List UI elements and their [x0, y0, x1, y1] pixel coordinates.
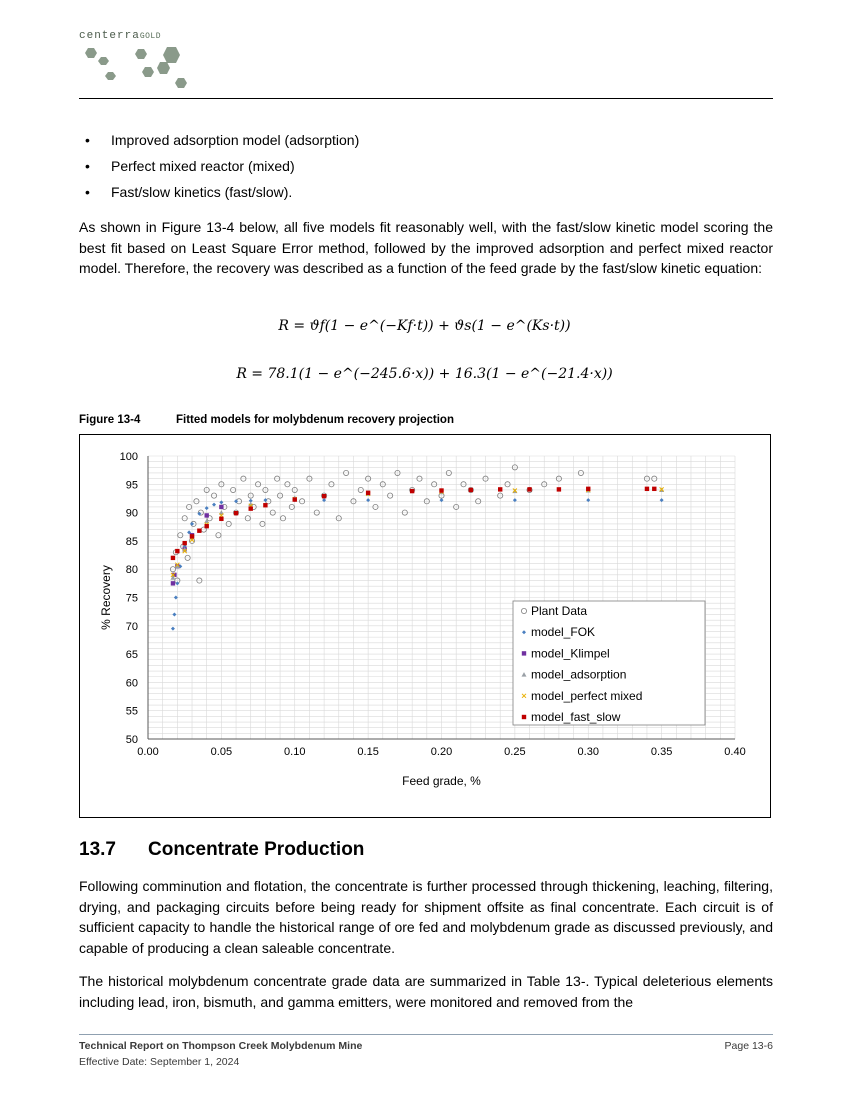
data-point-model-fast-slow: [557, 487, 561, 491]
y-tick-label: 70: [125, 620, 138, 633]
legend-label: model_FOK: [531, 625, 596, 640]
logo-wordmark: [79, 30, 161, 42]
y-tick-label: 80: [125, 564, 138, 577]
data-point-model-fast-slow: [219, 517, 223, 521]
data-point-model-klimpel: [219, 505, 223, 509]
legend-label: model_perfect mixed: [531, 688, 643, 703]
x-tick-label: 0.25: [504, 746, 526, 758]
equation-general: R = ϑf(1 − e^(−Kf·t)) + ϑs(1 − e^(Ks·t)): [278, 318, 571, 334]
list-item: • Fast/slow kinetics (fast/slow).: [85, 184, 293, 200]
data-point-model-fast-slow: [205, 524, 209, 528]
data-point-model-fast-slow: [171, 556, 175, 560]
data-point-model-fok: [234, 499, 238, 503]
data-point-model-fast-slow: [439, 488, 443, 492]
data-point-model-klimpel: [171, 581, 175, 585]
data-point-model-fast-slow: [322, 494, 326, 498]
logo-brand-suffix: GOLD: [139, 32, 162, 41]
data-point-model-fast-slow: [366, 491, 370, 495]
data-point-model-fok: [212, 503, 216, 507]
y-tick-label: 95: [125, 479, 138, 492]
legend-box: [513, 601, 705, 725]
x-tick-label: 0.40: [724, 746, 746, 758]
footer-report-title: Technical Report on Thompson Creek Molybdenum Mine: [79, 1040, 363, 1052]
data-point-model-fast-slow: [652, 487, 656, 491]
logo-brand: centerra: [79, 30, 140, 42]
y-tick-label: 55: [125, 705, 138, 718]
data-point-model-fok: [172, 612, 176, 616]
x-tick-label: 0.15: [357, 746, 379, 758]
data-point-model-fast-slow: [645, 487, 649, 491]
list-item-text: Fast/slow kinetics (fast/slow).: [111, 184, 293, 200]
y-tick-label: 100: [119, 451, 138, 463]
data-point-model-fast-slow: [234, 511, 238, 515]
list-item-text: Perfect mixed reactor (mixed): [111, 158, 295, 174]
figure-title: Fitted models for molybdenum recovery projection: [176, 414, 454, 426]
section-title: Concentrate Production: [148, 839, 365, 860]
y-tick-label: 85: [125, 535, 138, 548]
data-point-model-klimpel: [205, 513, 209, 517]
legend-marker: [522, 715, 526, 719]
figure-frame: [79, 434, 771, 818]
x-tick-label: 0.05: [210, 746, 233, 758]
logo-hexagons-icon: [79, 44, 199, 94]
y-tick-label: 90: [125, 507, 138, 520]
data-point-model-fast-slow: [197, 529, 201, 533]
footer-effective-date: Effective Date: September 1, 2024: [79, 1056, 240, 1068]
legend-label: model_fast_slow: [531, 710, 621, 724]
data-point-model-fast-slow: [410, 489, 414, 493]
data-point-model-fast-slow: [469, 488, 473, 492]
list-item-text: Improved adsorption model (adsorption): [111, 132, 360, 148]
x-tick-label: 0.30: [577, 746, 599, 758]
list-item: • Improved adsorption model (adsorption): [85, 132, 360, 148]
figure-caption: [79, 414, 454, 426]
data-point-model-fast-slow: [293, 497, 297, 501]
y-tick-label: 75: [125, 592, 138, 605]
model-list: [79, 131, 773, 209]
header-divider: [79, 98, 773, 99]
y-tick-label: 60: [125, 677, 138, 690]
figure-number: Figure 13-4: [79, 414, 141, 426]
data-point-model-fok: [175, 581, 179, 585]
legend-marker: [522, 651, 526, 655]
x-tick-label: 0.35: [650, 746, 673, 758]
legend-label: model_Klimpel: [531, 646, 610, 661]
legend-label: Plant Data: [531, 604, 588, 618]
list-item: • Perfect mixed reactor (mixed): [85, 158, 295, 174]
company-logo: [79, 30, 199, 94]
x-tick-label: 0.20: [430, 746, 453, 758]
x-tick-label: 0.10: [284, 746, 306, 758]
data-point-model-fast-slow: [249, 506, 253, 510]
recovery-chart: [80, 435, 770, 817]
paragraph-concentrate-grade: The historical molybdenum concentrate grade data are summarized in Table 13-. Typical deleterious elements including lead, iron, bismuth, and gamma emitters, were monitored and removed from the: [79, 973, 773, 1010]
equation-fitted: R = 78.1(1 − e^(−245.6·x)) + 16.3(1 − e^(−21.4·x)): [236, 366, 613, 382]
footer-page-number: Page 13-6: [724, 1040, 773, 1052]
paragraph-model-fit: As shown in Figure 13-4 below, all five models fit reasonably well, with the fast/slow kinetic model scoring the best fit based on Least Square Error method, followed by the improved adsorption and perfect mixed reactor model. Therefore, the recovery was described as a function of the feed grade by the fast/slow kinetic equation:: [79, 219, 773, 276]
legend-label: model_adsorption: [531, 667, 627, 682]
section-number: 13.7: [79, 839, 116, 860]
data-point-model-fast-slow: [190, 534, 194, 538]
footer-divider: [79, 1034, 773, 1035]
paragraph-concentrate: Following comminution and flotation, the concentrate is further processed through thickening, leaching, filtering, drying, and packaging circuits before being ready for shipment offsite as final concentrate. Each circuit is of sufficient capacity to handle the historical range of ore fed and molybdenum grade as discussed previously, and capable of producing a clean saleable concentrate.: [79, 878, 773, 956]
data-point-model-fast-slow: [498, 487, 502, 491]
data-point-model-fast-slow: [263, 503, 267, 507]
x-tick-label: 0.00: [137, 746, 159, 758]
x-axis-label: Feed grade, %: [402, 774, 481, 788]
data-point-model-fast-slow: [527, 487, 531, 491]
y-tick-label: 50: [125, 734, 138, 746]
data-point-model-fast-slow: [182, 541, 186, 545]
data-point-model-fok: [190, 522, 194, 526]
y-tick-label: 65: [125, 649, 138, 662]
y-axis-label: % Recovery: [99, 565, 113, 630]
data-point-model-fok: [171, 627, 175, 631]
data-point-model-fast-slow: [175, 549, 179, 553]
section-heading: [79, 839, 364, 861]
data-point-model-fast-slow: [586, 487, 590, 491]
